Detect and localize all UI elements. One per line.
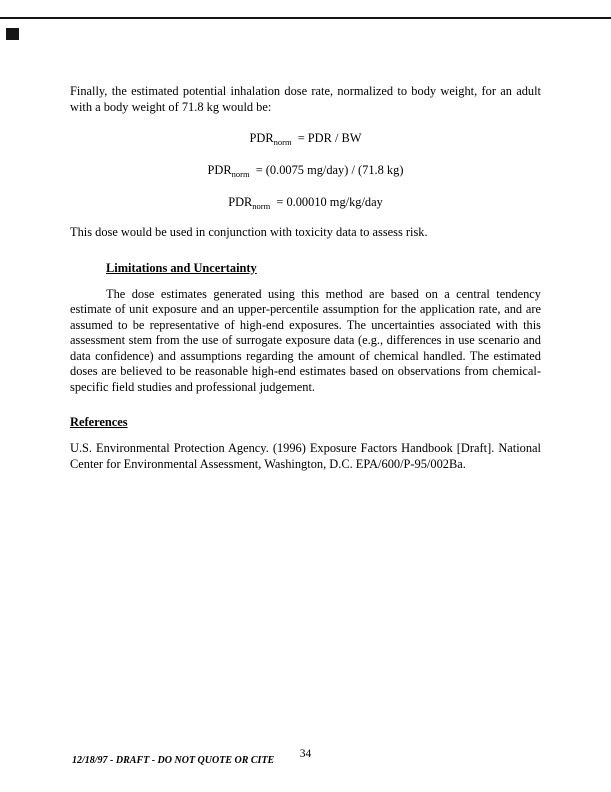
dose-paragraph: This dose would be used in conjunction with toxicity data to assess risk. [70, 225, 428, 239]
scan-artifact-blob [6, 28, 19, 40]
equation-rhs: = PDR / BW [297, 131, 362, 145]
equation-rhs: = (0.0075 mg/day) / (71.8 kg) [255, 163, 404, 177]
page-number: 34 [299, 748, 312, 760]
equation-base: PDR [207, 163, 232, 177]
references-heading: References [70, 415, 128, 429]
scan-artifact-top-line [0, 17, 611, 19]
limitations-paragraph: The dose estimates generated using this method are based on a central tendency estimate of unit exposure and an upper-percentile assumption for the application rate, and are assumed to be representative of high-end exposures. The uncertainties associated with this assessment stem from the use of surrogate exposure data (e.g., differences in use scenario and data confidence) and assumptions regarding the amount of chemical handled. The estimated doses are believed to be reasonable high-end estimates based on observations from chemical-specific field studies and professional judgement. [70, 286, 541, 394]
references-paragraph: U.S. Environmental Protection Agency. (1996) Exposure Factors Handbook [Draft]. National Center for Environmental Assessment, Washington, D.C. EPA/600/P-95/002Ba. [70, 441, 541, 471]
equation-subscript: norm [252, 201, 271, 211]
equation-base: PDR [228, 195, 253, 209]
equation-subscript: norm [231, 169, 250, 179]
equation-base: PDR [249, 131, 274, 145]
equation-line-1 [70, 131, 541, 147]
page-content [70, 84, 541, 472]
equation-line-2 [70, 163, 541, 179]
limitations-heading: Limitations and Uncertainty [106, 260, 257, 275]
equation-rhs: = 0.00010 mg/kg/day [276, 195, 383, 209]
intro-paragraph: Finally, the estimated potential inhalation dose rate, normalized to body weight, for an adult with a body weight of 71.8 kg would be: [70, 84, 541, 114]
equation-line-3 [70, 195, 541, 211]
equation-subscript: norm [273, 137, 292, 147]
draft-notice: 12/18/97 - DRAFT - DO NOT QUOTE OR CITE [72, 755, 275, 766]
